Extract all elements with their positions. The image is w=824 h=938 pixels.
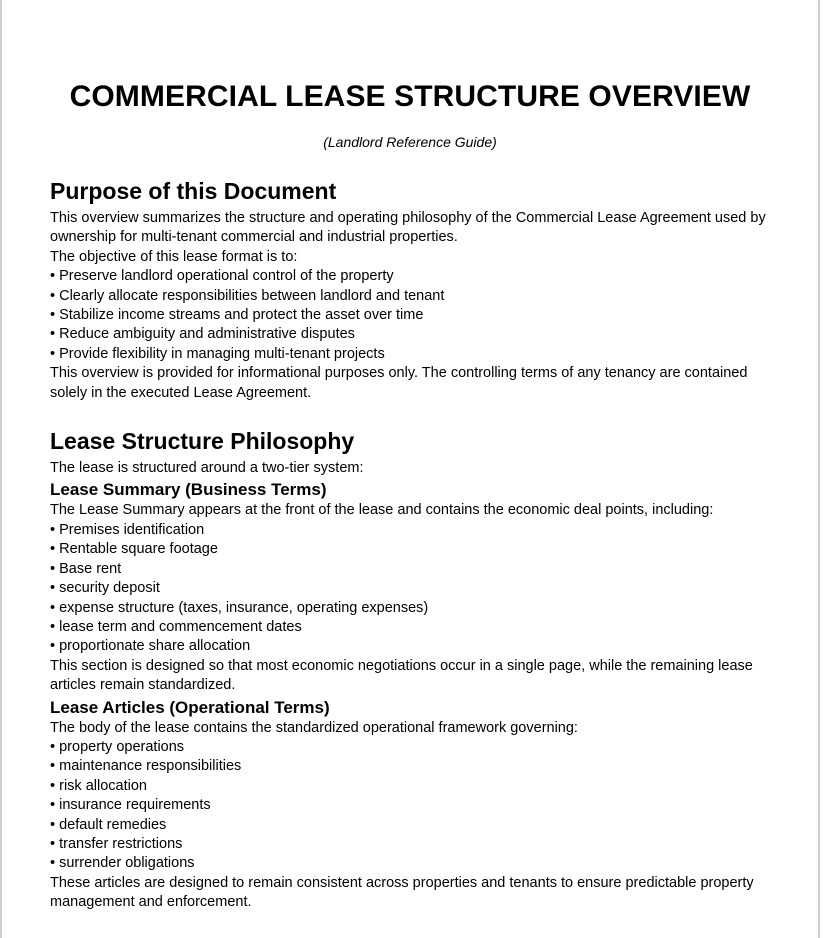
purpose-disclaimer: This overview is provided for informational purposes only. The controlling terms of any tenancy are contained solely in the executed Lease Agreement. <box>50 365 748 401</box>
lease-summary-list <box>50 521 770 657</box>
list-item: • Premises identification <box>50 521 770 540</box>
page-title: COMMERCIAL LEASE STRUCTURE OVERVIEW <box>69 80 751 113</box>
objective-lead: The objective of this lease format is to: <box>50 248 298 265</box>
lease-articles-list <box>50 738 770 874</box>
lease-summary-intro: The Lease Summary appears at the front of the lease and contains the economic deal points, including: <box>50 502 714 519</box>
list-item: • expense structure (taxes, insurance, operating expenses) <box>50 599 770 618</box>
philosophy-section <box>50 426 770 913</box>
list-item: • Provide flexibility in managing multi-tenant projects <box>50 345 770 364</box>
list-item: • proportionate share allocation <box>50 637 770 656</box>
document-content <box>50 78 770 913</box>
list-item: • risk allocation <box>50 777 770 796</box>
list-item: • transfer restrictions <box>50 835 770 854</box>
list-item: • property operations <box>50 738 770 757</box>
list-item: • lease term and commencement dates <box>50 618 770 637</box>
list-item: • Stabilize income streams and protect the asset over time <box>50 306 770 325</box>
list-item: • insurance requirements <box>50 796 770 815</box>
lease-articles-intro: The body of the lease contains the standardized operational framework governing: <box>50 719 578 736</box>
list-item: • Clearly allocate responsibilities between landlord and tenant <box>50 287 770 306</box>
list-item: • surrender obligations <box>50 854 770 873</box>
lease-articles-heading: Lease Articles (Operational Terms) <box>50 697 330 717</box>
philosophy-heading: Lease Structure Philosophy <box>50 428 355 455</box>
list-item: • Base rent <box>50 560 770 579</box>
list-item: • Preserve landlord operational control of the property <box>50 267 770 286</box>
purpose-intro: This overview summarizes the structure and operating philosophy of the Commercial Lease Agreement used by ownership for multi-tenant commercial and industrial properties. <box>50 210 766 246</box>
page-subtitle: (Landlord Reference Guide) <box>323 134 497 150</box>
list-item: • Reduce ambiguity and administrative disputes <box>50 325 770 344</box>
list-item: • security deposit <box>50 579 770 598</box>
purpose-section <box>50 176 770 403</box>
lease-articles-closing: These articles are designed to remain consistent across properties and tenants to ensure predictable property management and enforcement. <box>50 874 754 911</box>
purpose-heading: Purpose of this Document <box>50 178 337 204</box>
lease-summary-heading: Lease Summary (Business Terms) <box>50 480 327 500</box>
philosophy-intro: The lease is structured around a two-tier system: <box>50 460 364 477</box>
lease-summary-closing: This section is designed so that most economic negotiations occur in a single page, while the remaining lease articles remain standardized. <box>50 657 753 694</box>
list-item: • default remedies <box>50 816 770 835</box>
objectives-list <box>50 267 770 364</box>
list-item: • maintenance responsibilities <box>50 757 770 776</box>
list-item: • Rentable square footage <box>50 540 770 559</box>
